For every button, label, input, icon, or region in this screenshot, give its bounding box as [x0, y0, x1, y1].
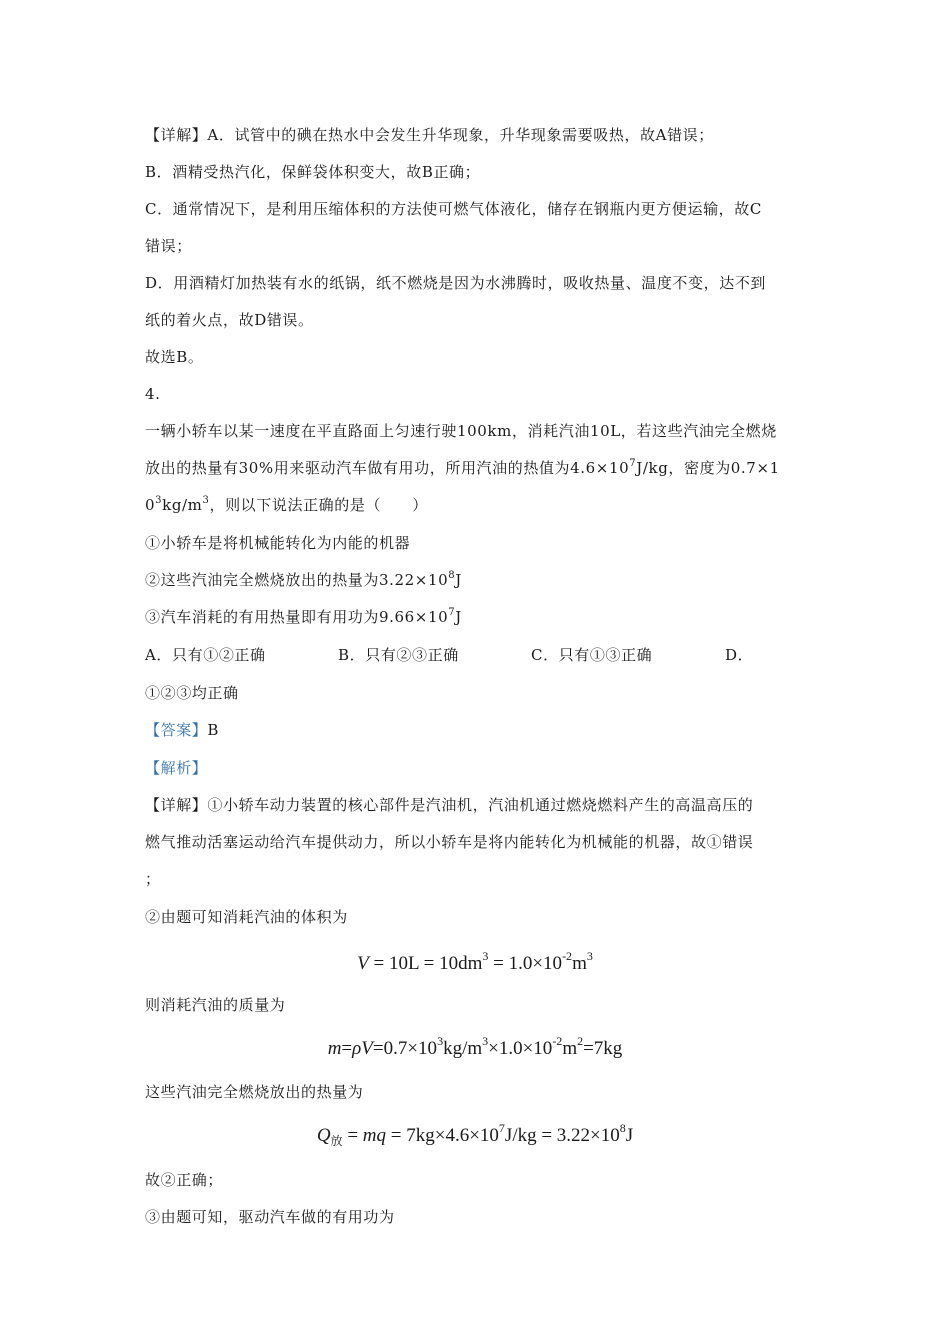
detail-4-line2: 燃气推动活塞运动给汽车提供动力，所以小轿车是将内能转化为机械能的机器，故①错误 — [145, 833, 754, 851]
question-stem-line2: 放出的热量有30%用来驱动汽车做有用功，所用汽油的热值为$4.6\times 10^7J/kg$，密度为0.7×1 — [145, 458, 780, 477]
answer-value: B — [207, 721, 220, 739]
heat-intro: 这些汽油完全燃烧放出的热量为 — [145, 1083, 364, 1101]
answer — [145, 720, 219, 740]
question-stem-line3: $0^3kg/m^3$，则以下说法正确的是（ ） — [145, 495, 428, 514]
detail-3-conclusion: 故选B。 — [145, 348, 204, 366]
option-d-text: ①②③均正确 — [145, 684, 239, 702]
equation-heat: $Q_放$ = mq = $7kg\times 4.6\times 10^7J/kg = 3.22\times 10^8J$ — [316, 1121, 634, 1148]
equation-mass: $m=\rho V=0.7\times 10^3kg/m^3\times 1.0\times 10^{-2}m^2=7kg$ — [327, 1034, 623, 1059]
detail-3-option-a — [145, 125, 714, 145]
option-c: C．只有①③正确 — [531, 646, 653, 664]
volume-intro: ②由题可知消耗汽油的体积为 — [145, 908, 348, 926]
detail-4-line1: 【详解】①小轿车动力装置的核心部件是汽油机，汽油机通过燃烧燃料产生的高温高压的 — [145, 796, 754, 814]
option-b: B．只有②③正确 — [338, 646, 459, 664]
question-number: 4. — [145, 385, 161, 403]
statement-3: ③汽车消耗的有用热量即有用功为$9.66\times 10^7J$ — [145, 607, 462, 626]
option-a: A．只有①②正确 — [145, 646, 266, 664]
question-stem-line1: 一辆小轿车以某一速度在平直路面上匀速行驶100km，消耗汽油10L，若这些汽油完全燃烧 — [145, 422, 777, 440]
detail-tag: 【详解】 — [145, 126, 208, 144]
options-row — [145, 645, 805, 665]
equation-volume: $V = 10L = 10dm^3 = 1.0\times 10^{-2}m^3$ — [357, 949, 593, 974]
detail-3-option-c-line1: C．通常情况下，是利用压缩体积的方法使可燃气体液化，储存在钢瓶内更方便运输，故C — [145, 200, 762, 218]
detail-3-option-c-line2: 错误； — [145, 237, 192, 255]
detail-text-a: A．试管中的碘在热水中会发生升华现象，升华现象需要吸热，故A错误； — [207, 126, 714, 144]
answer-tag: 【答案】 — [145, 721, 208, 739]
option-d-label: D． — [725, 646, 754, 664]
detail-3-option-d-line2: 纸的着火点，故D错误。 — [145, 311, 314, 329]
statement-2: ②这些汽油完全燃烧放出的热量为$3.22\times 10^8J$ — [145, 570, 462, 589]
detail-3-option-d-line1: D．用酒精灯加热装有水的纸锅，纸不燃烧是因为水沸腾时，吸收热量、温度不变，达不到 — [145, 274, 767, 292]
analysis-tag: 【解析】 — [145, 759, 208, 777]
useful-work-intro: ③由题可知，驱动汽车做的有用功为 — [145, 1208, 395, 1226]
detail-tag: 【详解】 — [145, 796, 208, 814]
mass-intro: 则消耗汽油的质量为 — [145, 996, 286, 1014]
conclusion-statement-2: 故②正确； — [145, 1171, 224, 1189]
statement-1: ①小轿车是将机械能转化为内能的机器 — [145, 534, 411, 552]
detail-3-option-b: B．酒精受热汽化，保鲜袋体积变大，故B正确； — [145, 163, 481, 181]
detail-4-line3: ； — [145, 870, 161, 888]
